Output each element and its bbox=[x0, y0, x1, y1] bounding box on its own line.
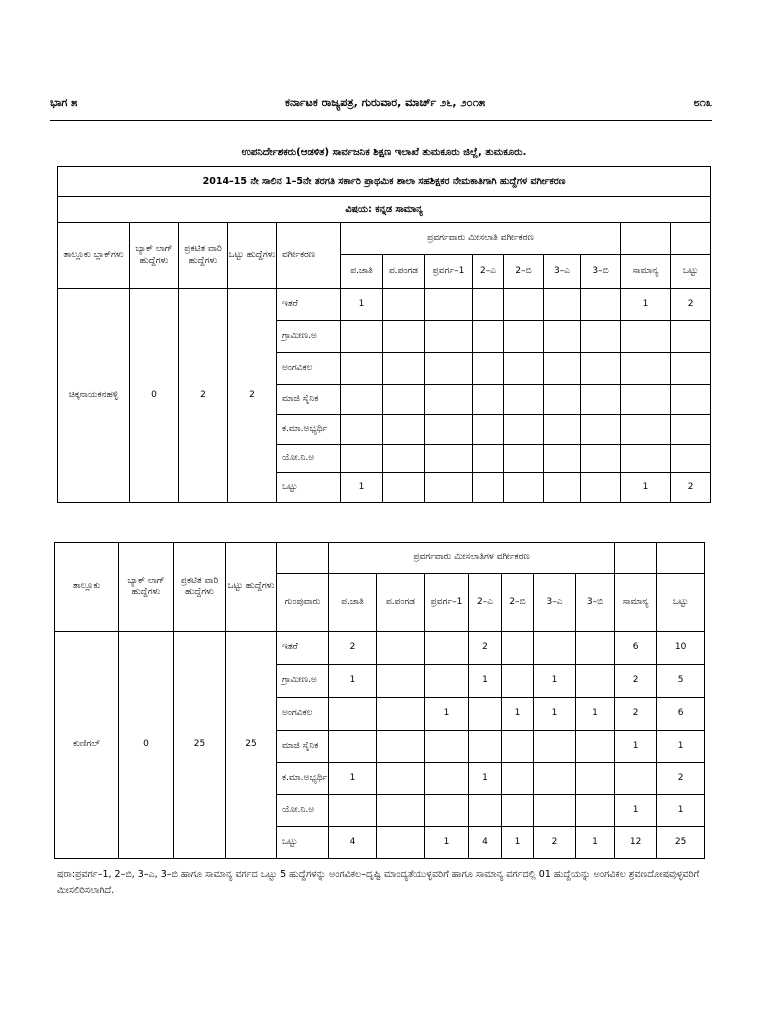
cell bbox=[581, 353, 621, 385]
cell bbox=[581, 473, 621, 503]
cell bbox=[425, 385, 473, 415]
total-posts-header: ಒಟ್ಟು ಹುದ್ದೆಗಳು bbox=[226, 543, 277, 632]
cell bbox=[377, 665, 425, 698]
cell: 2 bbox=[469, 632, 502, 665]
advertised-header: ಪ್ರಕಟಿತ ವಾರಿ ಹುದ್ದೆಗಳು bbox=[174, 543, 226, 632]
cell bbox=[671, 415, 711, 445]
cell bbox=[502, 632, 534, 665]
cell bbox=[469, 795, 502, 827]
cell bbox=[329, 698, 377, 731]
taluk-name: ಕುಣಿಗಲ್ bbox=[55, 632, 119, 859]
cell: 2 bbox=[534, 827, 576, 859]
col-header: 3–ಎ bbox=[534, 574, 576, 632]
cell: 2 bbox=[671, 289, 711, 321]
cell: 1 bbox=[615, 731, 657, 763]
remarks-note: ಷರಾ:ಪ್ರವರ್ಗ–1, 2–ಬಿ, 3–ಎ, 3–ಬಿ ಹಾಗೂ ಸಾಮಾನ್ಯ ವರ್ಗದ ಒಟ್ಟು 5 ಹುದ್ದೆಗಳನ್ನು ಅಂಗವಿಕಲ–ದೃಷ್ಟಿ ಮಾಂದ್ಯತೆಯುಳ್ಳವರಿಗೆ ಹಾಗೂ ಸಾಮಾನ್ಯ ವರ್ಗದಲ್ಲಿ 01 ಹುದ್ದೆಯನ್ನು ಅಂಗವಿಕಲ ಶ್ರವಣದೋಷವುಳ್ಳವರಿಗೆ ಮೀಸಲಿರಿಸಲಾಗಿದೆ. bbox=[57, 869, 700, 896]
advertised-count: 25 bbox=[174, 632, 226, 859]
cell bbox=[473, 473, 504, 503]
cell bbox=[425, 795, 469, 827]
cell bbox=[425, 731, 469, 763]
cell bbox=[377, 698, 425, 731]
cell: 2 bbox=[615, 698, 657, 731]
cell bbox=[383, 353, 425, 385]
cell bbox=[671, 353, 711, 385]
cell bbox=[621, 415, 671, 445]
cell bbox=[341, 321, 383, 353]
row-label: ಅಂಗವಿಕಲ bbox=[277, 353, 341, 385]
cell bbox=[425, 763, 469, 795]
row-label: ಗ್ರಾಮೀಣ.ಅ bbox=[277, 321, 341, 353]
cell bbox=[544, 415, 581, 445]
category-group-header: ಪ್ರವರ್ಗವಾರು ಮೀಸಲಾತಿಗಳ ವರ್ಗೀಕರಣ bbox=[329, 543, 615, 574]
cell bbox=[534, 731, 576, 763]
cell bbox=[329, 795, 377, 827]
cell bbox=[377, 795, 425, 827]
cell bbox=[502, 731, 534, 763]
row-label: ಕ.ಮಾ.ಅಭ್ಯರ್ಥಿ bbox=[277, 415, 341, 445]
table-row bbox=[58, 289, 711, 321]
total-count: 2 bbox=[228, 289, 277, 503]
col-header: 3–ಬಿ bbox=[576, 574, 615, 632]
row-label: ಯೋ.ನಿ.ಅ bbox=[277, 795, 329, 827]
col-header: 2–ಬಿ bbox=[504, 255, 544, 289]
row-label: ಯೋ.ನಿ.ಅ bbox=[277, 445, 341, 473]
cell bbox=[377, 731, 425, 763]
cell: 2 bbox=[615, 665, 657, 698]
cell bbox=[502, 763, 534, 795]
cell bbox=[671, 321, 711, 353]
row-label: ಇತರೆ bbox=[277, 289, 341, 321]
cell bbox=[671, 385, 711, 415]
cell bbox=[425, 473, 473, 503]
cell bbox=[544, 353, 581, 385]
cell bbox=[341, 385, 383, 415]
posts-table-kunigal bbox=[54, 542, 705, 859]
page-number: ೮೧೩ bbox=[693, 96, 712, 109]
cell bbox=[383, 321, 425, 353]
gazette-title: ಕರ್ನಾಟಕ ರಾಜ್ಯಪತ್ರ, ಗುರುವಾರ, ಮಾರ್ಚ್ ೨೬, ೨೦೧೫ bbox=[285, 96, 486, 109]
posts-table-chiknayakanahalli bbox=[57, 166, 711, 503]
page-header bbox=[50, 96, 712, 114]
cell bbox=[383, 415, 425, 445]
cell bbox=[425, 665, 469, 698]
cell bbox=[576, 763, 615, 795]
cell: 4 bbox=[469, 827, 502, 859]
cell: 1 bbox=[469, 665, 502, 698]
category-group-header: ಪ್ರವರ್ಗವಾರು ಮೀಸಲಾತಿ ವರ್ಗೀಕರಣ bbox=[341, 223, 621, 255]
cell bbox=[502, 665, 534, 698]
row-label: ಗ್ರಾಮೀಣ.ಅ bbox=[277, 665, 329, 698]
cell: 1 bbox=[534, 698, 576, 731]
cell: 2 bbox=[657, 763, 705, 795]
table-row bbox=[55, 632, 705, 665]
cell bbox=[621, 385, 671, 415]
cell: 12 bbox=[615, 827, 657, 859]
cell bbox=[621, 321, 671, 353]
col-header: ಸಾಮಾನ್ಯ bbox=[615, 574, 657, 632]
cell bbox=[383, 385, 425, 415]
cell bbox=[534, 795, 576, 827]
advertised-header: ಪ್ರಕಟಿತ ವಾರಿ ಹುದ್ದೆಗಳು bbox=[179, 223, 228, 289]
cell bbox=[581, 415, 621, 445]
office-heading: ಉಪನಿರ್ದೇಶಕರು(ಆಡಳಿತ) ಸಾರ್ವಜನಿಕ ಶಿಕ್ಷಣ ಇಲಾಖೆ ತುಮಕೂರು ಜಿಲ್ಲೆ, ತುಮಕೂರು. bbox=[241, 147, 527, 158]
cell: 10 bbox=[657, 632, 705, 665]
cell bbox=[377, 827, 425, 859]
cell bbox=[377, 763, 425, 795]
cell bbox=[534, 632, 576, 665]
cell: 1 bbox=[341, 473, 383, 503]
cell bbox=[504, 353, 544, 385]
cell bbox=[504, 445, 544, 473]
cell bbox=[473, 289, 504, 321]
cell: 1 bbox=[329, 763, 377, 795]
cell bbox=[473, 353, 504, 385]
cell bbox=[383, 289, 425, 321]
cell bbox=[469, 731, 502, 763]
row-label: ಅಂಗವಿಕಲ bbox=[277, 698, 329, 731]
cell bbox=[534, 763, 576, 795]
cell bbox=[341, 445, 383, 473]
cell bbox=[581, 385, 621, 415]
cell: 1 bbox=[502, 827, 534, 859]
cell bbox=[504, 385, 544, 415]
col-header: 2–ಎ bbox=[473, 255, 504, 289]
cell bbox=[473, 415, 504, 445]
cell: 1 bbox=[576, 698, 615, 731]
taluk-header: ತಾಲ್ಲೂಕು bbox=[55, 543, 119, 632]
col-header: ಪ್ರವರ್ಗ–1 bbox=[425, 255, 473, 289]
cell bbox=[469, 698, 502, 731]
cell bbox=[425, 445, 473, 473]
col-header: ಪ್ರವರ್ಗ–1 bbox=[425, 574, 469, 632]
cell: 1 bbox=[621, 289, 671, 321]
cell bbox=[473, 321, 504, 353]
cell: 1 bbox=[469, 763, 502, 795]
cell bbox=[544, 289, 581, 321]
cell bbox=[504, 289, 544, 321]
col-header: ಪ.ಪಂಗಡ bbox=[377, 574, 425, 632]
cell: 1 bbox=[502, 698, 534, 731]
cell: 6 bbox=[615, 632, 657, 665]
cell: 1 bbox=[621, 473, 671, 503]
row-label: ಮಾಜಿ ಸೈನಿಕ bbox=[277, 731, 329, 763]
cell bbox=[502, 795, 534, 827]
table-title: 2014–15 ನೇ ಸಾಲಿನ 1–5ನೇ ತರಗತಿ ಸರ್ಕಾರಿ ಪ್ರಾಥಮಿಕ ಶಾಲಾ ಸಹಶಿಕ್ಷಕರ ನೇಮಕಾತಿಗಾಗಿ ಹುದ್ದೆಗಳ ವರ್ಗೀಕರಣ bbox=[58, 167, 711, 197]
subject-label: ವಿಷಯ: ಕನ್ನಡ ಸಾಮಾನ್ಯ bbox=[58, 197, 711, 223]
cell bbox=[581, 445, 621, 473]
cell bbox=[425, 415, 473, 445]
col-header: ಸಾಮಾನ್ಯ bbox=[621, 255, 671, 289]
cell: 2 bbox=[329, 632, 377, 665]
cell bbox=[425, 321, 473, 353]
cell: 1 bbox=[657, 731, 705, 763]
cell bbox=[341, 415, 383, 445]
col-header: ಪ.ಪಂಗಡ bbox=[383, 255, 425, 289]
cell: 6 bbox=[657, 698, 705, 731]
cell bbox=[504, 473, 544, 503]
cell: 1 bbox=[341, 289, 383, 321]
group-header: ಗುಂಪುವಾರು bbox=[277, 574, 329, 632]
cell bbox=[576, 665, 615, 698]
cell: 1 bbox=[657, 795, 705, 827]
cell bbox=[473, 385, 504, 415]
cell bbox=[473, 445, 504, 473]
cell bbox=[615, 763, 657, 795]
backlog-header: ಬ್ಯಾಕ್ ಲಾಗ್ ಹುದ್ದೆಗಳು bbox=[119, 543, 174, 632]
cell bbox=[544, 385, 581, 415]
cell bbox=[425, 353, 473, 385]
row-label: ಒಟ್ಟು bbox=[277, 827, 329, 859]
col-header: ಒಟ್ಟು bbox=[657, 574, 705, 632]
classification-header: ವರ್ಗೀಕರಣ bbox=[277, 223, 341, 289]
cell bbox=[581, 321, 621, 353]
cell bbox=[383, 445, 425, 473]
cell bbox=[383, 473, 425, 503]
cell: 25 bbox=[657, 827, 705, 859]
cell: 1 bbox=[615, 795, 657, 827]
cell bbox=[544, 445, 581, 473]
cell bbox=[425, 289, 473, 321]
header-rule bbox=[50, 120, 712, 121]
cell bbox=[576, 731, 615, 763]
cell: 2 bbox=[671, 473, 711, 503]
cell bbox=[425, 632, 469, 665]
cell bbox=[341, 353, 383, 385]
cell bbox=[544, 321, 581, 353]
cell bbox=[621, 353, 671, 385]
part-number: ಭಾಗ ೫ bbox=[50, 96, 78, 109]
cell bbox=[621, 445, 671, 473]
cell bbox=[504, 321, 544, 353]
cell: 1 bbox=[425, 698, 469, 731]
row-label: ಕ.ಮಾ.ಅಭ್ಯರ್ಥಿ bbox=[277, 763, 329, 795]
col-header: ಪ.ಜಾತಿ bbox=[329, 574, 377, 632]
cell: 1 bbox=[425, 827, 469, 859]
col-header: ಪ.ಜಾತಿ bbox=[341, 255, 383, 289]
col-header: 2–ಎ bbox=[469, 574, 502, 632]
cell: 4 bbox=[329, 827, 377, 859]
taluk-header: ತಾಲ್ಲೂಕು ಬ್ಲಾಕ್‌ಗಳು bbox=[58, 223, 130, 289]
taluk-name: ಚಿಕ್ಕನಾಯಕನಹಳ್ಳಿ bbox=[58, 289, 130, 503]
row-label: ಒಟ್ಟು bbox=[277, 473, 341, 503]
advertised-count: 2 bbox=[179, 289, 228, 503]
total-posts-header: ಒಟ್ಟು ಹುದ್ದೆಗಳು bbox=[228, 223, 277, 289]
cell: 1 bbox=[576, 827, 615, 859]
cell bbox=[377, 632, 425, 665]
backlog-count: 0 bbox=[119, 632, 174, 859]
cell bbox=[671, 445, 711, 473]
cell bbox=[504, 415, 544, 445]
col-header: 3–ಎ bbox=[544, 255, 581, 289]
cell bbox=[329, 731, 377, 763]
cell: 1 bbox=[534, 665, 576, 698]
cell bbox=[576, 632, 615, 665]
backlog-count: 0 bbox=[130, 289, 179, 503]
row-label: ಇತರೆ bbox=[277, 632, 329, 665]
cell bbox=[544, 473, 581, 503]
row-label: ಮಾಜಿ ಸೈನಿಕ bbox=[277, 385, 341, 415]
cell bbox=[576, 795, 615, 827]
cell: 5 bbox=[657, 665, 705, 698]
backlog-header: ಬ್ಯಾಕ್ ಲಾಗ್ ಹುದ್ದೆಗಳು bbox=[130, 223, 179, 289]
col-header: ಒಟ್ಟು bbox=[671, 255, 711, 289]
col-header: 3–ಬಿ bbox=[581, 255, 621, 289]
col-header: 2–ಬಿ bbox=[502, 574, 534, 632]
total-count: 25 bbox=[226, 632, 277, 859]
cell bbox=[581, 289, 621, 321]
cell: 1 bbox=[329, 665, 377, 698]
